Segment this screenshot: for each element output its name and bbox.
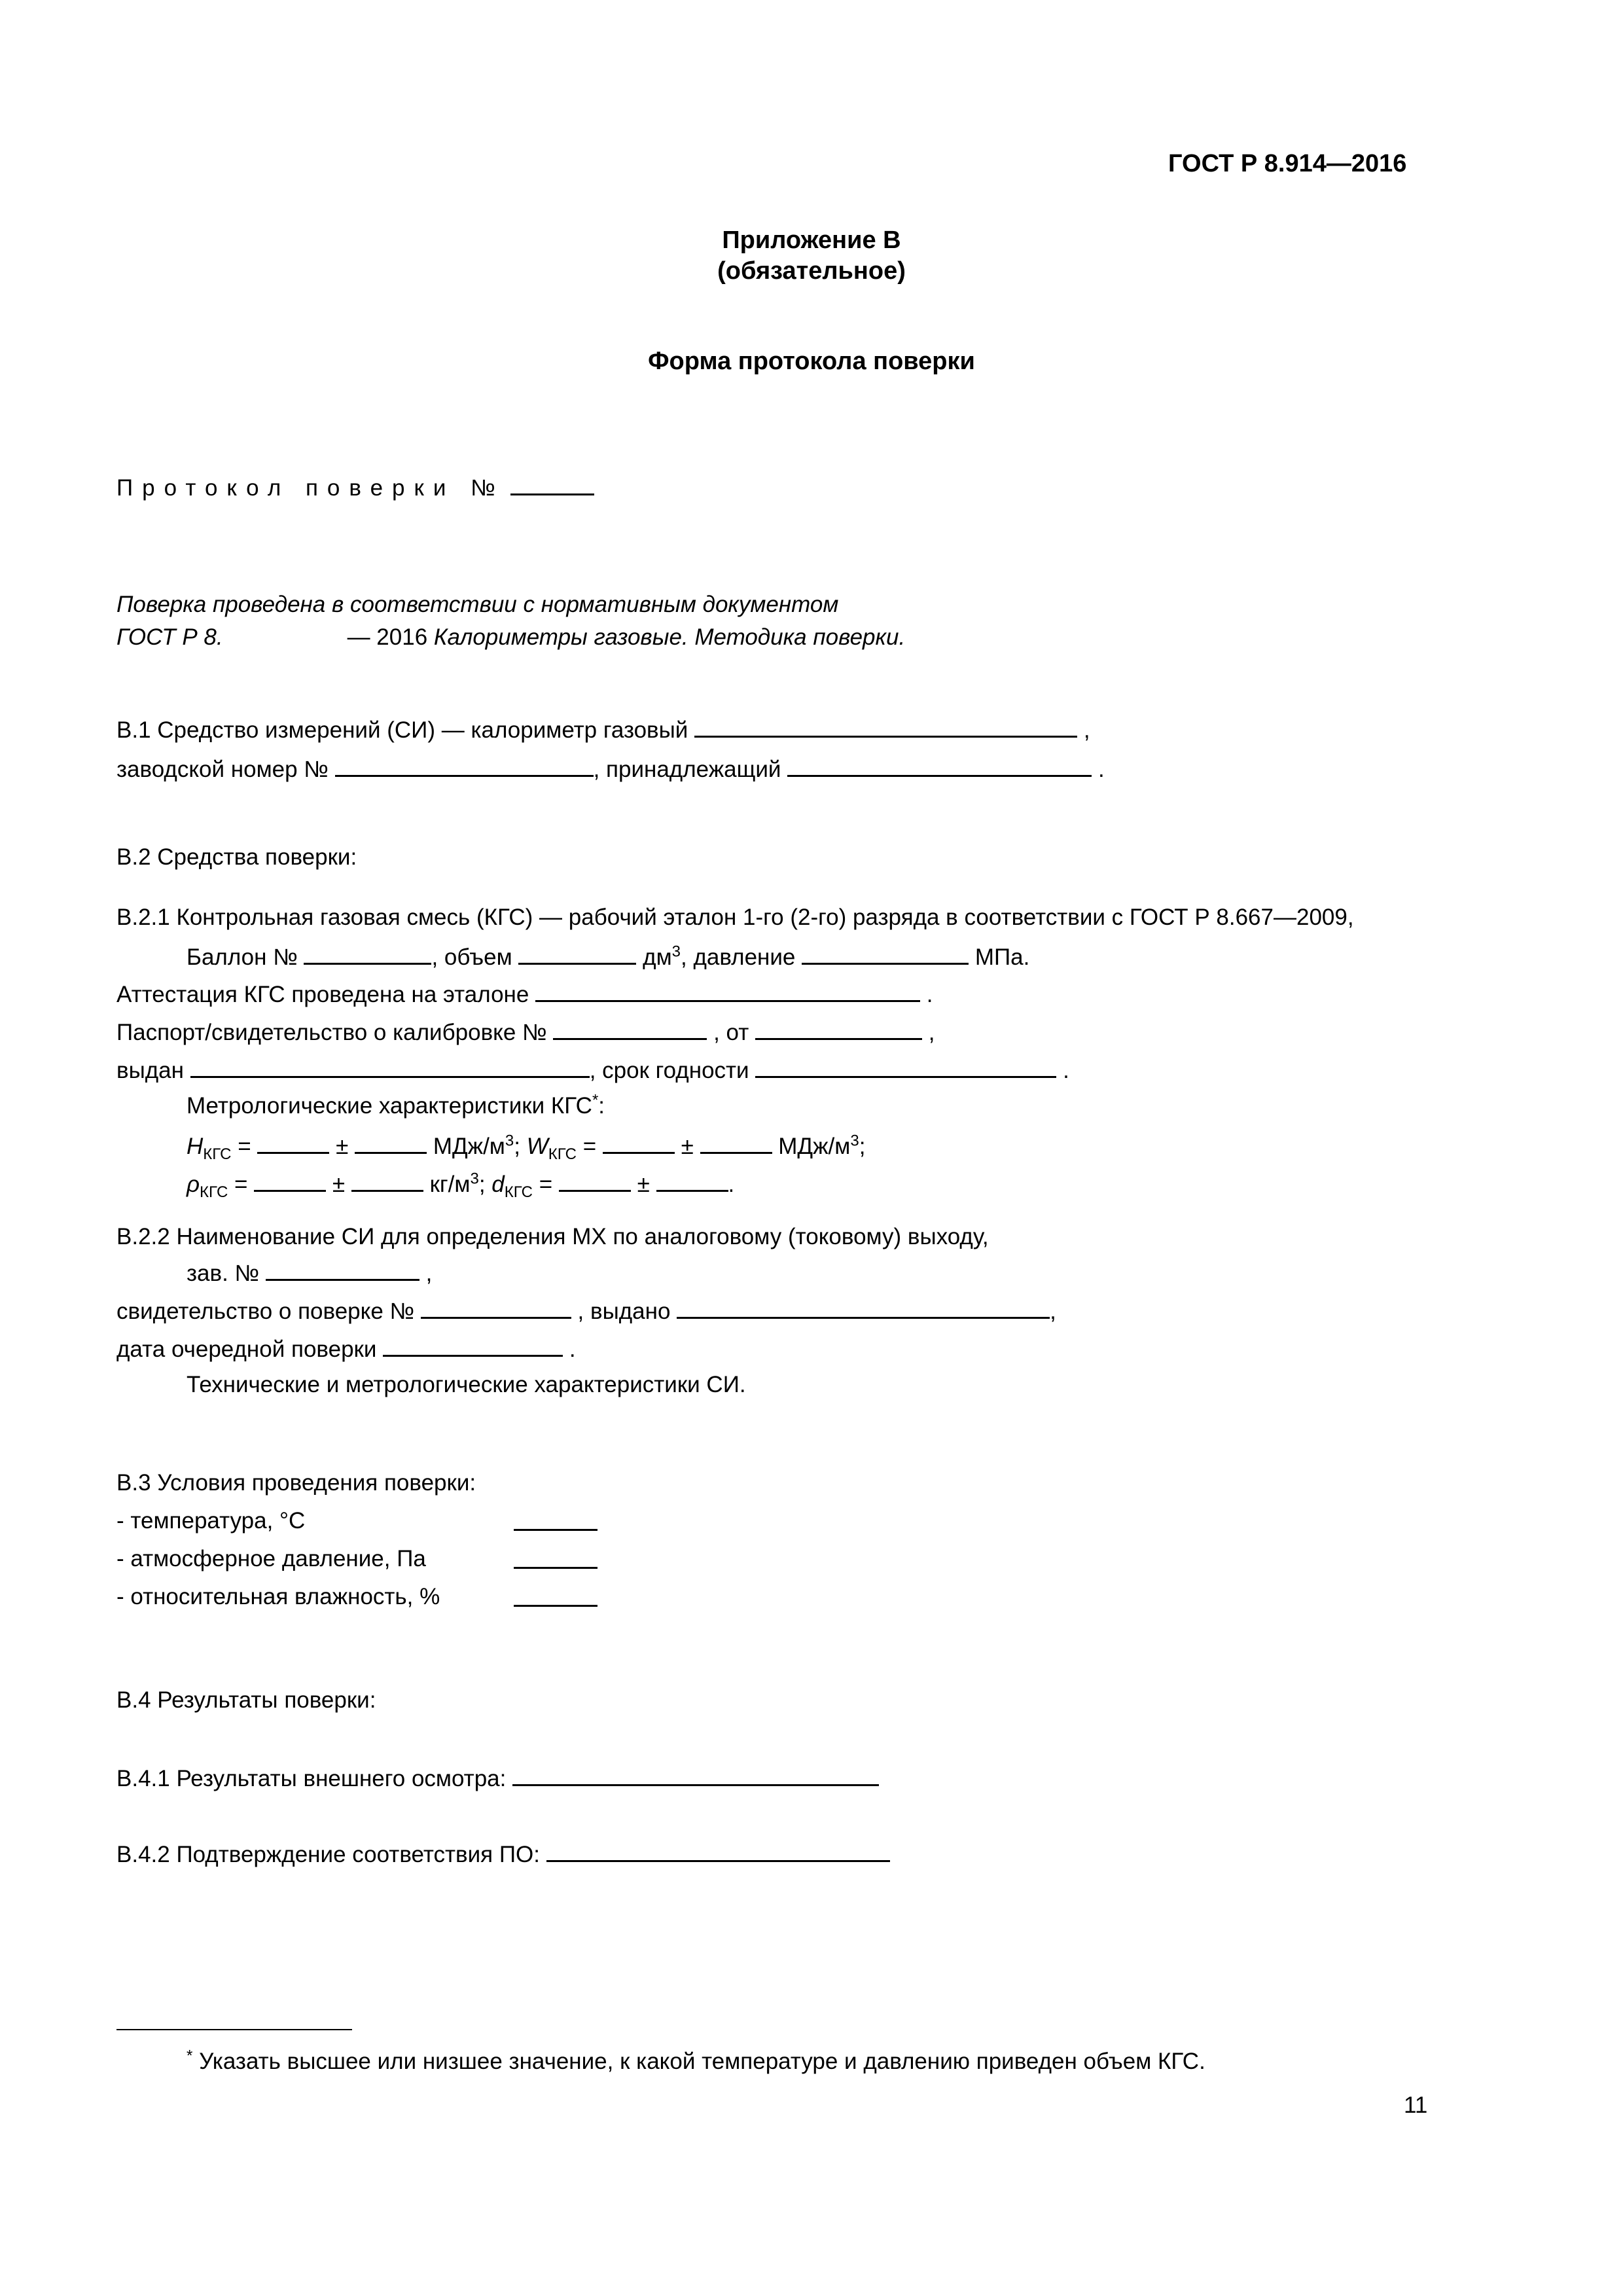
atmospheric-pressure-field[interactable]: [514, 1545, 597, 1569]
b22-line-1: В.2.2 Наименование СИ для определения МХ по аналоговому (токовому) выходу,: [116, 1224, 989, 1249]
b1-line-2: заводской номер № , принадлежащий .: [116, 753, 1105, 784]
cert-issued-label: , выдано: [577, 1299, 671, 1324]
footnote-text: Указать высшее или низшее значение, к какой температуре и давлению приведен объем КГС.: [199, 2049, 1205, 2074]
d-value-field[interactable]: [559, 1168, 631, 1192]
basis-gost-prefix: ГОСТ Р 8.: [116, 624, 223, 650]
b22-zav-line: зав. № ,: [187, 1257, 432, 1288]
zav-label: зав. №: [187, 1261, 260, 1286]
footnote-ref: *: [592, 1091, 599, 1109]
next-verification-label: дата очередной поверки: [116, 1336, 377, 1362]
temperature-row-field: [514, 1507, 597, 1538]
form-title: Форма протокола поверки: [648, 348, 975, 375]
calorimeter-type-field[interactable]: [694, 713, 1077, 738]
b4-heading: В.4 Результаты поверки:: [116, 1687, 376, 1713]
cert-label: свидетельство о поверке №: [116, 1299, 415, 1324]
b1-line-1: В.1 Средство измерений (СИ) — калориметр газовый ,: [116, 713, 1090, 745]
footnote: [187, 2047, 1205, 2076]
pressure-unit: МПа.: [974, 944, 1030, 970]
appendix-title: Приложение В: [722, 226, 901, 254]
footnote-mark: *: [187, 2047, 193, 2065]
h-value-field[interactable]: [257, 1130, 329, 1154]
appendix-status: (обязательное): [717, 257, 906, 285]
w-uncertainty-field[interactable]: [700, 1130, 772, 1154]
passport-number-field[interactable]: [553, 1016, 707, 1040]
balloon-label: Баллон №: [187, 944, 298, 970]
software-confirmation-field[interactable]: [546, 1838, 890, 1862]
validity-label: , срок годности: [589, 1058, 749, 1083]
d-symbol: d: [491, 1172, 505, 1197]
cert-issued-field[interactable]: [677, 1295, 1050, 1319]
volume-unit: $дм^3$: [643, 942, 681, 970]
b22-cert-line: свидетельство о поверке № , выдано ,: [116, 1295, 1056, 1326]
balloon-number-field[interactable]: [304, 941, 431, 965]
char-label: Метрологические характеристики КГС: [187, 1093, 592, 1119]
protocol-line: [116, 471, 594, 503]
temperature-label: - температура, °С: [116, 1508, 306, 1534]
footnote-separator: [116, 2029, 352, 2030]
b21-line-1: В.2.1 Контрольная газовая смесь (КГС) — рабочий эталон 1-го (2-го) разряда в соответствии с ГОСТ Р 8.667—2009,: [116, 905, 1354, 930]
external-inspection-label: В.4.1 Результаты внешнего осмотра:: [116, 1766, 507, 1791]
page-number: 11: [1404, 2092, 1428, 2118]
passport-date-label: , от: [713, 1020, 749, 1045]
b21-rho-d-line: $\rho_{КГС}$ = ± $кг/м^3$; $d_{КГС}$ = ± .: [187, 1168, 734, 1199]
basis-line-1: Поверка проведена в соответствии с нормативным документом: [116, 592, 839, 617]
humidity-row-field: [514, 1583, 597, 1614]
d-uncertainty-field[interactable]: [656, 1168, 728, 1192]
basis-year: — 2016: [347, 624, 428, 650]
owner-field[interactable]: [787, 753, 1092, 777]
rho-uncertainty-field[interactable]: [351, 1168, 423, 1192]
b42-line: [116, 1838, 890, 1869]
w-value-field[interactable]: [603, 1130, 675, 1154]
b21-attest-line: Аттестация КГС проведена на эталоне .: [116, 978, 933, 1009]
b21-h-w-line: $H_{КГС}$ = ± МДж/$м^3$; $W_{КГС}$ = ± МДж/$м^3$;: [187, 1130, 865, 1161]
serial-number-field[interactable]: [335, 753, 594, 777]
h-unit: МДж/$м^3$: [433, 1132, 514, 1159]
attest-standard-field[interactable]: [535, 978, 920, 1002]
passport-date-field[interactable]: [755, 1016, 922, 1040]
protocol-label: Протокол поверки №: [116, 475, 505, 501]
b3-heading: В.3 Условия проведения поверки:: [116, 1470, 476, 1496]
pressure-condition-label: - атмосферное давление, Па: [116, 1546, 426, 1571]
issued-by-field[interactable]: [190, 1054, 590, 1078]
issued-label: выдан: [116, 1058, 184, 1083]
rho-value-field[interactable]: [254, 1168, 326, 1192]
volume-label: , объем: [431, 944, 512, 970]
serial-number-label: заводской номер №: [116, 757, 329, 782]
cert-number-field[interactable]: [421, 1295, 571, 1319]
b22-next-line: дата очередной поверки .: [116, 1333, 576, 1364]
b1-label: В.1 Средство измерений (СИ) — калориметр газовый: [116, 717, 688, 743]
passport-label: Паспорт/свидетельство о калибровке №: [116, 1020, 547, 1045]
h-symbol: H: [187, 1134, 204, 1159]
b21-balloon-line: [187, 941, 1029, 972]
b2-heading: В.2 Средства поверки:: [116, 844, 357, 870]
zav-number-field[interactable]: [266, 1257, 419, 1281]
attest-label: Аттестация КГС проведена на эталоне: [116, 982, 529, 1007]
validity-field[interactable]: [755, 1054, 1056, 1078]
document-code: ГОСТ Р 8.914—2016: [1168, 150, 1407, 177]
w-unit: МДж/$м^3$: [778, 1132, 859, 1159]
humidity-label: - относительная влажность, %: [116, 1584, 440, 1609]
b41-line: [116, 1762, 879, 1793]
b21-char-line: Метрологические характеристики КГС*:: [187, 1091, 605, 1119]
w-symbol: W: [526, 1134, 548, 1159]
software-confirmation-label: В.4.2 Подтверждение соответствия ПО:: [116, 1842, 540, 1867]
rho-unit: $кг/м^3$: [429, 1170, 479, 1197]
basis-line-2: [116, 623, 905, 652]
next-verification-field[interactable]: [383, 1333, 563, 1357]
owner-label: , принадлежащий: [593, 757, 781, 782]
pressure-row-field: [514, 1545, 597, 1576]
humidity-field[interactable]: [514, 1583, 597, 1607]
h-uncertainty-field[interactable]: [355, 1130, 427, 1154]
protocol-number-field[interactable]: [510, 471, 594, 495]
b21-passport-line: Паспорт/свидетельство о калибровке № , от ,: [116, 1016, 935, 1047]
temperature-field[interactable]: [514, 1507, 597, 1531]
external-inspection-field[interactable]: [512, 1762, 879, 1786]
volume-field[interactable]: [518, 941, 636, 965]
basis-doc-name: Калориметры газовые. Методика поверки.: [433, 624, 906, 650]
b21-issued-line: выдан , срок годности .: [116, 1054, 1069, 1085]
b22-tech-line: Технические и метрологические характеристики СИ.: [187, 1372, 746, 1397]
pressure-field[interactable]: [802, 941, 969, 965]
rho-symbol: ρ: [187, 1172, 200, 1197]
pressure-label: , давление: [681, 944, 796, 970]
